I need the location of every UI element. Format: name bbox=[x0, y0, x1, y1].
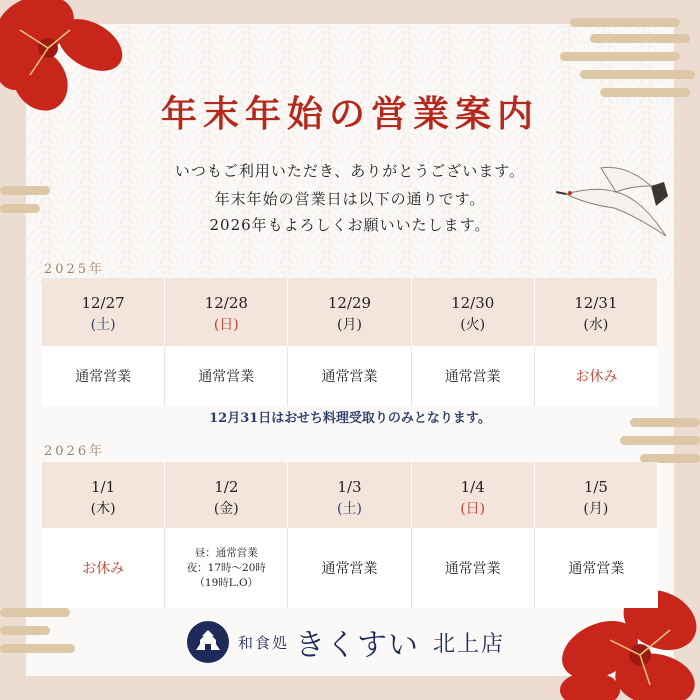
brand-logo bbox=[186, 620, 505, 664]
day-header: 12/31 (水) bbox=[535, 278, 658, 346]
intro-line-3: 2026年もよろしくお願いいたします。 bbox=[209, 216, 491, 234]
weekday: (月) bbox=[337, 317, 362, 333]
status-cell: 通常営業 bbox=[42, 346, 165, 406]
status-cell: 通常営業 bbox=[288, 346, 411, 406]
year-label-2026: 2026年 bbox=[44, 444, 106, 459]
status-cell: 昼：通常営業 夜：17時～20時 （19時L.O） bbox=[165, 528, 288, 608]
store-name: 北上店 bbox=[433, 631, 506, 657]
status-cell: 通常営業 bbox=[288, 528, 411, 608]
weekday: (月) bbox=[583, 501, 609, 517]
status-cell: 通常営業 bbox=[412, 528, 535, 608]
year-label-2025: 2025年 bbox=[44, 262, 106, 277]
weekday: (火) bbox=[460, 317, 486, 333]
schedule-table-2025 bbox=[42, 278, 658, 406]
weekday: (土) bbox=[337, 501, 362, 517]
closing-note: 12月31日はおせち料理受取りのみとなります。 bbox=[209, 411, 491, 426]
intro-line-1: いつもご利用いただき、ありがとうございます。 bbox=[174, 162, 526, 180]
day-header: 1/2 (金) bbox=[165, 462, 288, 528]
weekday: (日) bbox=[460, 501, 486, 517]
day-header: 12/27 (土) bbox=[42, 278, 165, 346]
day-header: 1/4 (日) bbox=[412, 462, 535, 528]
day-header: 12/30 (火) bbox=[412, 278, 535, 346]
weekday: (土) bbox=[90, 317, 116, 333]
logo-prefix: 和食処 bbox=[238, 633, 290, 652]
gold-cloud-icon bbox=[0, 600, 80, 670]
status-cell: お休み bbox=[42, 528, 165, 608]
status-cell: 通常営業 bbox=[165, 346, 288, 406]
day-header: 12/29 (月) bbox=[288, 278, 411, 346]
weekday: (水) bbox=[583, 317, 609, 333]
status-cell: 通常営業 bbox=[535, 528, 658, 608]
logo-name: きくすい bbox=[295, 628, 420, 663]
day-header: 1/3 (土) bbox=[288, 462, 411, 528]
day-header: 1/1 (木) bbox=[42, 462, 165, 528]
page-title: 年末年始の営業案内 bbox=[160, 93, 539, 135]
castle-logo-icon bbox=[186, 620, 230, 664]
weekday: (日) bbox=[213, 317, 239, 333]
weekday: (木) bbox=[90, 501, 116, 517]
intro-line-2: 年末年始の営業日は以下の通りです。 bbox=[214, 190, 486, 208]
schedule-table-2026 bbox=[42, 462, 658, 608]
status-cell: お休み bbox=[535, 346, 658, 406]
day-header: 1/5 (月) bbox=[535, 462, 658, 528]
day-header: 12/28 (日) bbox=[165, 278, 288, 346]
status-cell: 通常営業 bbox=[412, 346, 535, 406]
weekday: (金) bbox=[213, 501, 239, 517]
